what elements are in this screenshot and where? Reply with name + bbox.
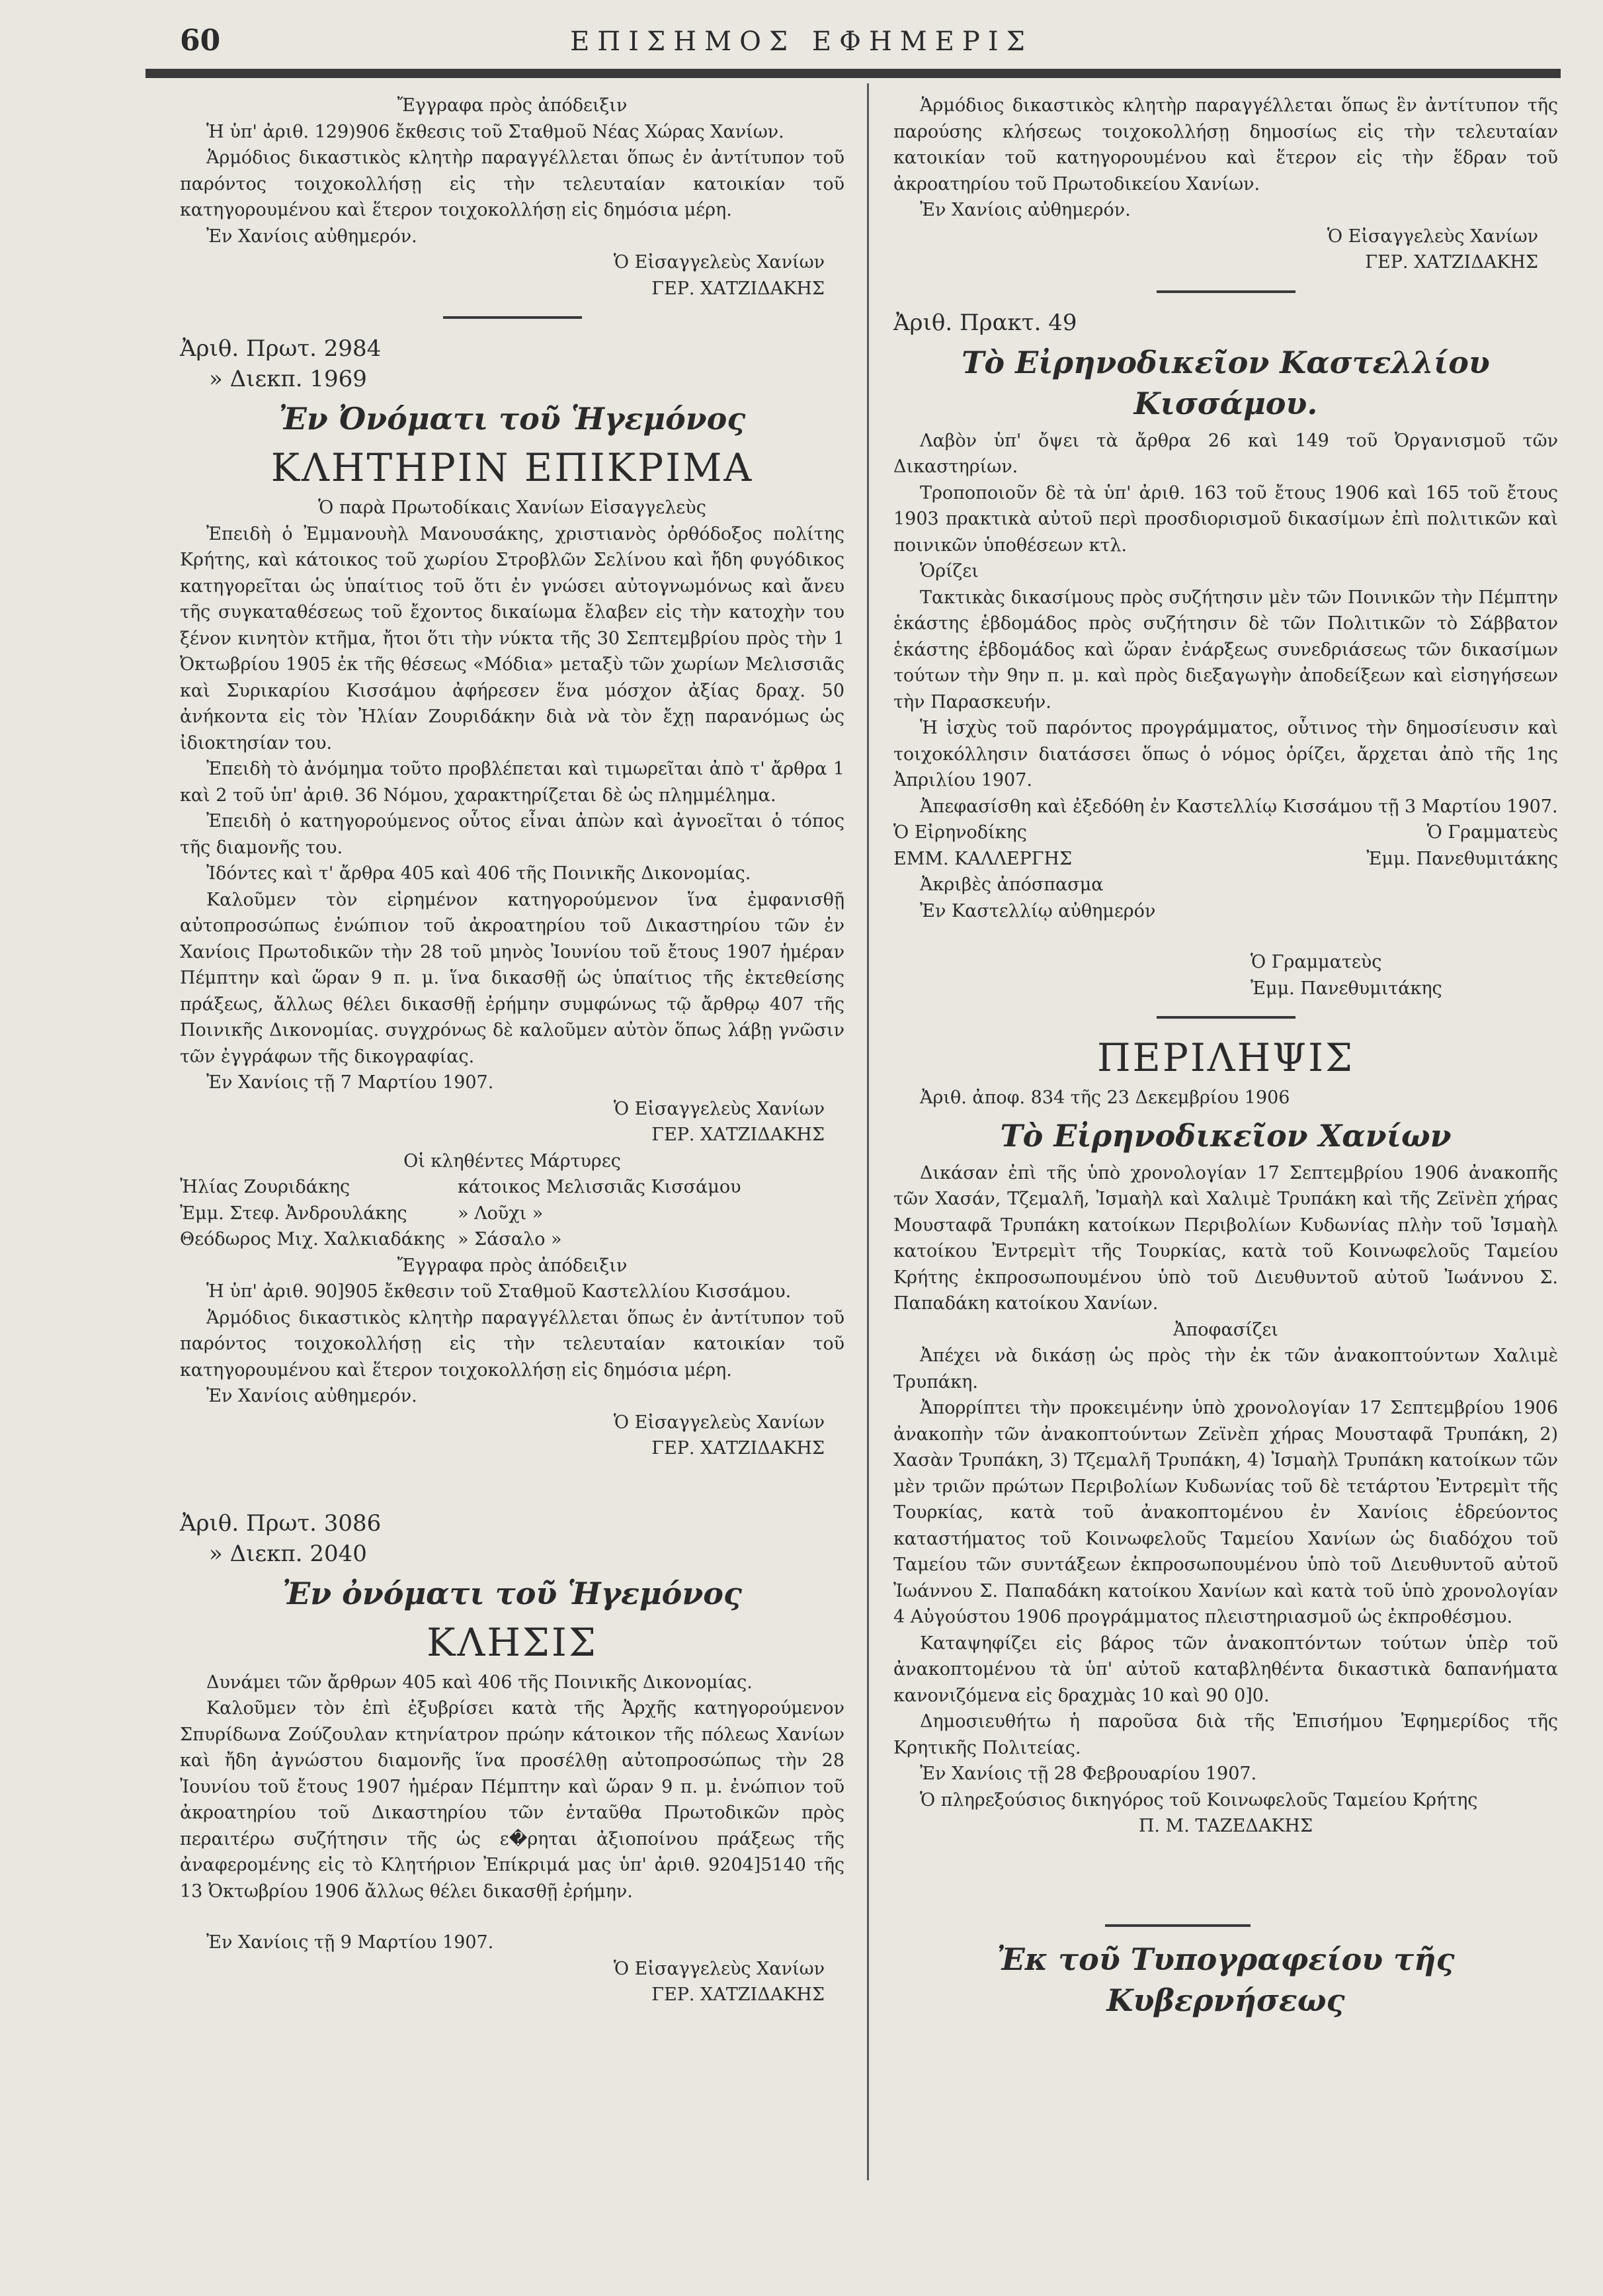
place-date: Ἐν Χανίοις τῇ 7 Μαρτίου 1907.: [206, 1072, 494, 1093]
signature-title: Ὁ Εἰσαγγελεὺς Χανίων: [613, 252, 825, 273]
signature-name: ΓΕΡ. ΧΑΤΖΙΔΑΚΗΣ: [651, 278, 825, 299]
column-separator: [867, 83, 869, 2180]
signature-title: Ὁ Γραμματεὺς: [1251, 952, 1382, 972]
paragraph: Ἀπορρίπτει τὴν προκειμένην ὑπὸ χρονολογίαν 17 Σεπτεμβρίου 1906 ἀνακοπὴν τῶν ἀνακοπτούντων Ζεϊνὲπ χήρας Μουσταφᾶ Τρυπάκη, 2) Χασὰν Τρυπάκη, 3) Τζεμαλῆ Τρυπάκη, 4) Ἰσμαὴλ Τρυπάκη κατοίκων τῶν μὲν τριῶν πρώτων Περιβολίων Κυδωνίας τοῦ δὲ τετάρτου Ἐντρεμὶτ τῆς Τουρκίας, κατὰ τοῦ ἀνακοπτομένου ἐν Χανίοις ἑδρεύοντος καταστήματος τοῦ Κοινωφελοῦς Ταμείου Χανίων ὡς διαδόχου τοῦ Ταμείου τῶν συντάξεων ἐκπροσωπουμένου ὑπὸ τοῦ Διευθυντοῦ αὐτοῦ Ἰωάννου Σ. Παπαδάκη κατοίκου Χανίων καὶ κατὰ τοῦ ὑπὸ χρονολογίαν 4 Αὐγούστου 1906 προγράμματος πλειστηριασμοῦ ὡς ἐκπροθέσμου.: [893, 1398, 1558, 1627]
evidence-heading: Ἔγγραφα πρὸς ἀπόδειξιν: [397, 1255, 628, 1276]
signature-name: Π. Μ. ΤΑΖΕΔΑΚΗΣ: [1138, 1816, 1313, 1836]
posting-instruction: Ἁρμόδιος δικαστικὸς κλητὴρ παραγγέλλεται ὅπως ἐν ἀντίτυπον τοῦ παρόντος τοιχοκολλήσῃ εἰς τὴν τελευταίαν κατοικίαν τοῦ κατηγορουμένου καὶ ἕτερον τοιχοκολλήσῃ εἰς δημόσια μέρη.: [180, 148, 844, 220]
true-copy-label: Ἀκριβὲς ἀπόσπασμα: [920, 874, 1104, 895]
signature-title: Ὁ Εἰσαγγελεὺς Χανίων: [613, 1958, 825, 1979]
page-number: 60: [180, 24, 221, 58]
signature-row: [893, 846, 1558, 872]
place-date: Ἐν Καστελλίῳ αὐθημερόν: [920, 900, 1156, 921]
signature-name: ΕΜΜ. ΚΑΛΛΕΡΓΗΣ: [893, 848, 1073, 869]
signature-name: ΓΕΡ. ΧΑΤΖΙΔΑΚΗΣ: [651, 1984, 825, 2005]
paragraph: Τροποποιοῦν δὲ τὰ ὑπ' ἀριθ. 163 τοῦ ἔτους 1906 καὶ 165 τοῦ ἔτους 1903 πρακτικὰ αὐτοῦ περὶ προσδιορισμοῦ δικασίμων ἐπὶ πολιτικῶν καὶ ποινικῶν ὑποθέσεων κτλ.: [893, 482, 1558, 556]
paragraph: Λαβὸν ὑπ' ὄψει τὰ ἄρθρα 26 καὶ 149 τοῦ Ὀργανισμοῦ τῶν Δικαστηρίων.: [893, 430, 1558, 477]
document-title: ΚΛΗΤΗΡΙΝ ΕΠΙΚΡΙΜΑ: [270, 445, 754, 490]
section-divider: [1157, 290, 1295, 293]
signature-name: ΓΕΡ. ΧΑΤΖΙΔΑΚΗΣ: [651, 1125, 825, 1145]
printer-footer: Ἐκ τοῦ Τυπογραφείου τῆς Κυβερνήσεως: [997, 1941, 1455, 2018]
page-header-title: ΕΠΙΣΗΜΟΣ ΕΦΗΜΕΡΙΣ: [570, 26, 1033, 57]
protocol-number: Ἀριθ. Πρωτ. 2984: [180, 335, 382, 362]
place-date: Ἐν Χανίοις τῇ 9 Μαρτίου 1907.: [206, 1932, 494, 1953]
left-column: [180, 93, 844, 2008]
paragraph: Ἰδόντες καὶ τ' ἄρθρα 405 καὶ 406 τῆς Ποινικῆς Δικονομίας.: [206, 863, 751, 884]
paragraph: Δημοσιευθήτω ἡ παροῦσα διὰ τῆς Ἐπισήμου Ἐφημερίδος τῆς Κρητικῆς Πολιτείας.: [893, 1711, 1558, 1758]
signature-name: Ἐμμ. Πανεθυμιτάκης: [1366, 848, 1558, 869]
witnesses-heading: Οἱ κληθέντες Μάρτυρες: [403, 1150, 621, 1171]
paragraph: Καλοῦμεν τὸν εἰρημένον κατηγορούμενον ἵνα ἐμφανισθῇ αὐτοπροσώπως ἐνώπιον τοῦ ἀκροατηρίου τοῦ Δικαστηρίου τῶν ἐν Χανίοις Πρωτοδικῶν τὴν 28 τοῦ μηνὸς Ἰουνίου τοῦ ἔτους 1907 ἡμέραν Πέμπτην καὶ ὥραν 9 π. μ. ἵνα δικασθῇ ὡς ὑπαίτιος τῆς ἐκτεθείσης πράξεως, ἄλλως θέλει δικασθῇ ἐρήμην συμφώνως τῷ ἄρθρῳ 407 τῆς Ποινικῆς Δικονομίας. συγχρόνως δὲ καλοῦμεν αὐτὸν ὅπως λάβῃ γνῶσιν τῶν ἐγγράφων τῆς δικογραφίας.: [180, 889, 844, 1067]
record-number: Ἀριθ. Πρακτ. 49: [893, 309, 1077, 336]
evidence-heading: Ἔγγραφα πρὸς ἀπόδειξιν: [397, 95, 628, 116]
document-title: ΚΛΗΣΙΣ: [427, 1619, 598, 1665]
decides-label: Ὁρίζει: [920, 561, 979, 581]
paragraph: Δικάσαν ἐπὶ τῆς ὑπὸ χρονολογίαν 17 Σεπτεμβρίου 1906 ἀνακοπῆς τῶν Χασάν, Τζεμαλῆ, Ἰσμαὴλ καὶ Χαλιμὲ Τρυπάκη καὶ τῆς Ζεϊνὲπ χήρας Μουσταφᾶ Τρυπάκη κατοίκων Περιβολίων Κυδωνίας πλὴν τοῦ Ἰσμαὴλ κατοίκου Ἐντρεμὶτ τῆς Τουρκίας, κατὰ τοῦ Κοινωφελοῦς Ταμείου Κρήτης ἐκπροσωπουμένου ὑπὸ τοῦ Διευθυντοῦ αὐτοῦ Ἰωάννου Σ. Παπαδάκη κατοίκου Χανίων.: [893, 1162, 1558, 1314]
paragraph: Ἡ ἰσχὺς τοῦ παρόντος προγράμματος, οὗτινος τὴν δημοσίευσιν καὶ τοιχοκόλλησιν διατάσσει ὅπως ὁ νόμος ὁρίζει, ἄρχεται ἀπὸ τῆς 1ης Ἀπριλίου 1907.: [893, 718, 1558, 790]
section-divider: [1157, 1016, 1295, 1019]
witness-row: [180, 1226, 844, 1253]
paragraph: Ἀπέχει νὰ δικάσῃ ὡς πρὸς τὴν ἐκ τῶν ἀνακοπτούντων Χαλιμὲ Τρυπάκη.: [893, 1345, 1558, 1392]
witness-row: [180, 1201, 844, 1227]
section-divider: [1105, 1924, 1251, 1927]
place-date: Ἐν Χανίοις αὐθημερόν.: [206, 1386, 417, 1406]
signature-title: Ὁ Εἰρηνοδίκης: [893, 822, 1027, 843]
section-heading: Ἐν ὀνόματι τοῦ Ἡγεμόνος: [282, 1575, 742, 1611]
paragraph: Καταψηφίζει εἰς βάρος τῶν ἀνακοπτόντων τούτων ὑπὲρ τοῦ ἀνακοπτομένου τὰ ὑπ' αὐτοῦ καταβληθέντα δικαστικὰ δαπανήματα κανονιζόμενα εἰς δραχμὰς 10 καὶ 90 0]0.: [893, 1633, 1558, 1706]
paragraph: Τακτικὰς δικασίμους πρὸς συζήτησιν μὲν τῶν Ποινικῶν τὴν Πέμπτην ἑκάστης ἑβδομάδος πρὸς συζήτησιν δὲ τῶν Πολιτικῶν τὸ Σάββατον ἑκάστης ἑβδομάδος καὶ ὥραν ἐνάρξεως συνεδριάσεως τῶν δικασίμων τούτων τὴν 9ην π. μ. καὶ πρὸς διεξαγωγὴν ἀποδείξεων καὶ εἰσηγήσεων τὴν Παρασκευήν.: [893, 587, 1558, 712]
section-heading: Τὸ Εἰρηνοδικεῖον Χανίων: [1000, 1117, 1452, 1154]
summary-title: ΠΕΡΙΛΗΨΙΣ: [1096, 1035, 1355, 1080]
issuer-line: Ὁ παρὰ Πρωτοδίκαις Χανίων Εἰσαγγελεὺς: [318, 497, 706, 518]
witness-row: [180, 1174, 844, 1201]
right-column: [893, 93, 1558, 2025]
header-rule: [145, 69, 1561, 78]
paragraph: Ἐπειδὴ ὁ κατηγορούμενος οὗτος εἶναι ἀπὼν καὶ ἀγνοεῖται ὁ τόπος τῆς διαμονῆς του.: [180, 811, 844, 858]
place-date: Ἐν Χανίοις αὐθημερόν.: [206, 226, 417, 247]
witness-residence: κάτοικος Μελισσιᾶς Κισσάμου: [458, 1177, 741, 1197]
signature-name: Ἐμμ. Πανεθυμιτάκης: [1251, 978, 1442, 999]
paragraph: Ἐπειδὴ τὸ ἀνόμημα τοῦτο προβλέπεται καὶ τιμωρεῖται ἀπὸ τ' ἄρθρα 1 καὶ 2 τοῦ ὑπ' ἀριθ. 36 Νόμου, χαρακτηρίζεται δὲ ὡς πλημμέλημα.: [180, 759, 844, 806]
posting-instruction: Ἁρμόδιος δικαστικὸς κλητὴρ παραγγέλλεται ὅπως ἓν ἀντίτυπον τῆς παρούσης κλήσεως τοιχοκολλήσῃ δημοσίως εἰς τὴν τελευταίαν κατοικίαν τοῦ κατηγορουμένου καὶ ἕτερον εἰς τὴν ἕδραν τοῦ ἀκροατηρίου τοῦ Πρωτοδικείου Χανίων.: [893, 95, 1558, 194]
section-heading: Τὸ Εἰρηνοδικεῖον Καστελλίου Κισσάμου.: [962, 344, 1490, 421]
signature-title: Ὁ Εἰσαγγελεὺς Χανίων: [613, 1412, 825, 1433]
signature-title: Ὁ πληρεξούσιος δικηγόρος τοῦ Κοινωφελοῦς Ταμείου Κρήτης: [920, 1789, 1478, 1810]
signature-row: [893, 820, 1558, 846]
paragraph: Ἐπειδὴ ὁ Ἐμμανουὴλ Μανουσάκης, χριστιανὸς ὀρθόδοξος πολίτης Κρήτης, καὶ κάτοικος τοῦ χωρίου Στροβλῶν Σελίνου καὶ ἤδη φυγόδικος κατηγορεῖται ὡς ὑπαίτιος τοῦ ὅτι ἐν γνώσει αὐτογνωμόνως καὶ ἄνευ τῆς συγκαταθέσεως τοῦ ἔχοντος δικαίωμα ἔλαβεν εἰς τὴν κατοχὴν του ξένον κινητὸν κτῆμα, ἤτοι ὅτι τὴν νύκτα τῆς 30 Σεπτεμβρίου πρὸς τὴν 1 Ὀκτωβρίου 1905 ἐκ τῆς θέσεως «Μόδια» μεταξὺ τῶν χωρίων Μελισσιᾶς καὶ Συρικαρίου Κισσάμου ἀφήρεσεν ἕνα μόσχον ἀξίας δραχ. 50 ἀνήκοντα εἰς τὸν Ἠλίαν Ζουριδάκην διὰ νὰ τὸν ἔχῃ παρανόμως ὡς ἰδιοκτησίαν του.: [180, 523, 844, 753]
witness-name: Ἐμμ. Στεφ. Ἀνδρουλάκης: [180, 1203, 407, 1224]
dispatch-number: » Διεκπ. 2040: [209, 1540, 367, 1567]
witness-residence: » Λοῦχι »: [458, 1203, 544, 1224]
signature-name: ΓΕΡ. ΧΑΤΖΙΔΑΚΗΣ: [651, 1438, 825, 1459]
paragraph: Καλοῦμεν τὸν ἐπὶ ἐξυβρίσει κατὰ τῆς Ἀρχῆς κατηγορούμενον Σπυρίδωνα Ζούζουλαν κτηνίατρον πρώην κάτοικον τῆς πόλεως Χανίων καὶ ἤδη ἀγνώστου διαμονῆς ἵνα προσέλθῃ αὐτοπροσώπως τὴν 28 Ἰουνίου τοῦ ἔτους 1907 ἡμέραν Πέμπτην καὶ ὥραν 9 π. μ. ἐνώπιον τοῦ ἀκροατηρίου τοῦ Δικαστηρίου τῶν ἐνταῦθα Πρωτοδικῶν πρὸς περαιτέρω συζήτησιν τῆς ὡς ε�ρηται ἀξιοποίνου πράξεως τῆς ἀναφερομένης εἰς τὸ Κλητήριον Ἐπίκριμά μας ὑπ' ἀριθ. 9204]5140 τῆς 13 Ὀκτωβρίου 1906 ἄλλως θέλει δικασθῇ ἐρήμην.: [180, 1698, 844, 1902]
protocol-number: Ἀριθ. Πρωτ. 3086: [180, 1509, 382, 1537]
signature-name: ΓΕΡ. ΧΑΤΖΙΔΑΚΗΣ: [1365, 252, 1538, 273]
decides-label: Ἀποφασίζει: [1173, 1319, 1278, 1340]
evidence-line: Ἡ ὑπ' ἀριθ. 90]905 ἔκθεσιν τοῦ Σταθμοῦ Καστελλίου Κισσάμου.: [206, 1281, 792, 1302]
place-date: Ἐν Χανίοις αὐθημερόν.: [920, 200, 1131, 220]
section-divider: [443, 316, 582, 319]
signature-title: Ὁ Γραμματεὺς: [1426, 822, 1558, 843]
section-heading: Ἐν Ὀνόματι τοῦ Ἡγεμόνος: [278, 401, 746, 437]
witness-name: Θεόδωρος Μιχ. Χαλκιαδάκης: [180, 1229, 446, 1250]
dispatch-number: » Διεκπ. 1969: [209, 366, 367, 392]
posting-instruction: Ἁρμόδιος δικαστικὸς κλητὴρ παραγγέλλεται ὅπως ἐν ἀντίτυπον τοῦ παρόντος τοιχοκολλήσῃ εἰς τὴν τελευταίαν κατοικίαν τοῦ κατηγορουμένου καὶ ἕτερον τοιχοκολλήσῃ εἰς δημόσια μέρη.: [180, 1307, 844, 1381]
signature-title: Ὁ Εἰσαγγελεὺς Χανίων: [613, 1098, 825, 1119]
witness-residence: » Σάσαλο »: [458, 1229, 562, 1250]
place-date: Ἐν Χανίοις τῇ 28 Φεβρουαρίου 1907.: [920, 1764, 1257, 1784]
evidence-line: Ἡ ὑπ' ἀριθ. 129)906 ἔκθεσις τοῦ Σταθμοῦ Νέας Χώρας Χανίων.: [206, 121, 784, 142]
paragraph: Δυνάμει τῶν ἄρθρων 405 καὶ 406 τῆς Ποινικῆς Δικονομίας.: [206, 1672, 753, 1693]
paragraph: Ἀπεφασίσθη καὶ ἐξεδόθη ἐν Καστελλίῳ Κισσάμου τῇ 3 Μαρτίου 1907.: [920, 796, 1558, 817]
decision-number: Ἀριθ. ἀποφ. 834 τῆς 23 Δεκεμβρίου 1906: [920, 1087, 1290, 1108]
witness-name: Ἠλίας Ζουριδάκης: [180, 1177, 350, 1197]
signature-title: Ὁ Εἰσαγγελεὺς Χανίων: [1327, 226, 1538, 247]
